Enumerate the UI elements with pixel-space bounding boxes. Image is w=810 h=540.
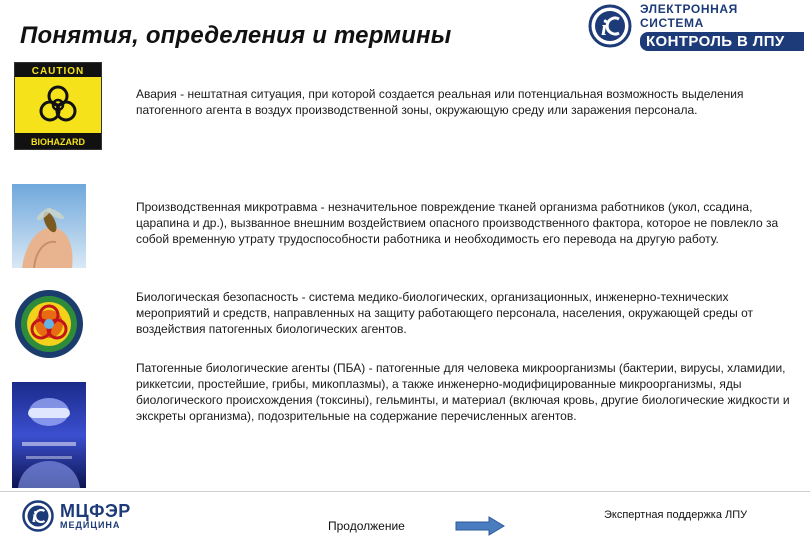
biohazard-icon	[41, 87, 75, 120]
mcfer-logo-icon	[22, 500, 54, 532]
expert-support-text: Экспертная поддержка ЛПУ	[604, 509, 748, 521]
svg-text:i: i	[601, 15, 608, 40]
footer-logo-name: МЦФЭР	[60, 501, 131, 521]
definition-biosafety: Биологическая безопасность - система медико-биологических, организационных, инженерно-технических мероприятий и средств, направленных на защиту работающего персонала, населения, окружающей среды от воздействия патогенных биологических агентов.	[136, 290, 753, 336]
page-title: Понятия, определения и термины	[20, 22, 452, 49]
sign-bottom-text: BIOHAZARD	[31, 137, 85, 147]
brand-line-2: КОНТРОЛЬ В ЛПУ	[640, 32, 804, 51]
ic-logo-icon	[588, 4, 632, 48]
footer-logo	[22, 500, 131, 532]
definition-pathogenic-agents: Патогенные биологические агенты (ПБА) - патогенные для человека микроорганизмы (бактерии, вирусы, хламидии, риккетсии, простейшие, грибы, микоплазмы), а также инженерно-модифицированные микроорганизмы, яды биологического происхождения (токсины), гельминты, и материал (включая кровь, другие биологические жидкости и экскреты организма), подозрительные на содержание перечисленных агентов.	[136, 361, 790, 423]
footer-logo-subtitle: МЕДИЦИНА	[60, 520, 121, 530]
biohazard-sign-image	[14, 62, 102, 150]
sign-top-text: CAUTION	[31, 66, 85, 77]
footer-divider	[0, 491, 810, 492]
next-arrow-icon[interactable]	[455, 516, 505, 536]
lab-worker-photo	[12, 382, 86, 488]
brand-logo	[588, 1, 804, 50]
svg-text:i: i	[32, 509, 37, 526]
insect-bite-photo	[12, 184, 86, 268]
definition-microtrauma: Производственная микротравма - незначительное повреждение тканей организма работников (укол, ссадина, царапина и др.), вызванное внешним воздействием опасного производственного фактора, которое не повлекло за собой временную утрату трудоспособности работника и необходимость его перевода на другую работу.	[136, 200, 779, 246]
definition-accident: Авария - нештатная ситуация, при которой создается реальная или потенциальная возможность выделения патогенного агента в воздух производственной зоны, окружающую среду или заражения персонала.	[136, 87, 744, 117]
continue-link[interactable]: Продолжение	[328, 519, 405, 533]
brand-line-1: ЭЛЕКТРОННАЯ СИСТЕМА	[640, 1, 738, 30]
biosafety-symbol-image	[12, 284, 86, 368]
